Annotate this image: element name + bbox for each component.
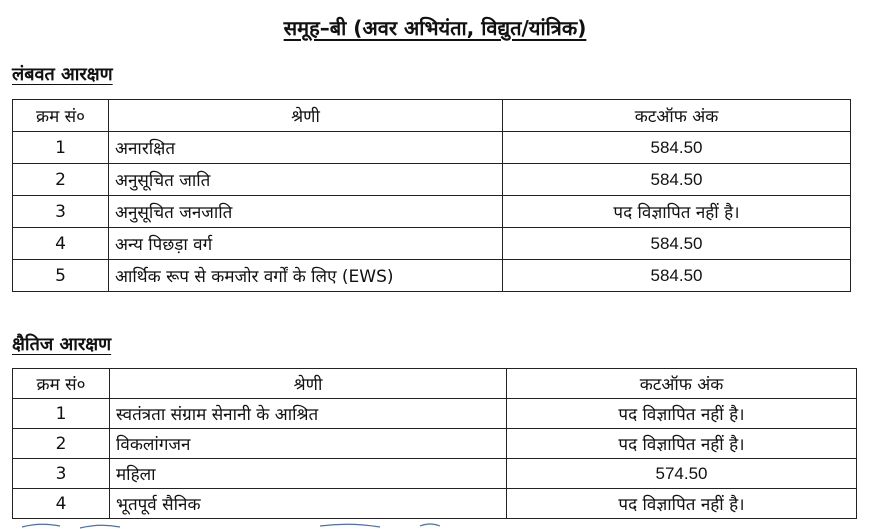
cutoff-cell: पद विज्ञापित नहीं है। bbox=[503, 196, 851, 228]
table-row bbox=[13, 228, 851, 260]
column-header-cutoff: कटऑफ अंक bbox=[507, 369, 857, 399]
category-cell: अनुसूचित जनजाति bbox=[109, 196, 503, 228]
column-header-category: श्रेणी bbox=[110, 369, 507, 399]
cutoff-cell: 584.50 bbox=[503, 228, 851, 260]
table-row bbox=[13, 260, 851, 292]
horizontal-reservation-heading: क्षैतिज आरक्षण bbox=[12, 334, 112, 355]
table-row bbox=[13, 459, 857, 489]
table-header-row bbox=[13, 369, 857, 399]
table-row bbox=[13, 164, 851, 196]
serial-cell: 2 bbox=[13, 429, 110, 459]
cutoff-cell: 574.50 bbox=[507, 459, 857, 489]
cutoff-cell: पद विज्ञापित नहीं है। bbox=[507, 429, 857, 459]
handwritten-mark-decoration bbox=[20, 520, 460, 529]
serial-cell: 3 bbox=[13, 459, 110, 489]
horizontal-reservation-table bbox=[12, 368, 857, 519]
vertical-reservation-table bbox=[12, 99, 851, 292]
cutoff-cell: पद विज्ञापित नहीं है। bbox=[507, 399, 857, 429]
category-cell: महिला bbox=[110, 459, 507, 489]
table-row bbox=[13, 196, 851, 228]
serial-cell: 2 bbox=[13, 164, 109, 196]
category-cell: अनारक्षित bbox=[109, 132, 503, 164]
table-header-row bbox=[13, 100, 851, 132]
category-cell: विकलांगजन bbox=[110, 429, 507, 459]
vertical-reservation-heading: लंबवत आरक्षण bbox=[12, 64, 113, 85]
serial-cell: 4 bbox=[13, 228, 109, 260]
category-cell: भूतपूर्व सैनिक bbox=[110, 489, 507, 519]
serial-cell: 5 bbox=[13, 260, 109, 292]
page-title bbox=[0, 14, 870, 41]
table-row bbox=[13, 132, 851, 164]
category-cell: स्वतंत्रता संग्राम सेनानी के आश्रित bbox=[110, 399, 507, 429]
cutoff-cell: 584.50 bbox=[503, 164, 851, 196]
serial-cell: 1 bbox=[13, 399, 110, 429]
serial-cell: 4 bbox=[13, 489, 110, 519]
category-cell: अन्य पिछड़ा वर्ग bbox=[109, 228, 503, 260]
table-row bbox=[13, 489, 857, 519]
category-cell: अनुसूचित जाति bbox=[109, 164, 503, 196]
cutoff-cell: 584.50 bbox=[503, 260, 851, 292]
table-row bbox=[13, 399, 857, 429]
cutoff-cell: पद विज्ञापित नहीं है। bbox=[507, 489, 857, 519]
page-title-text: समूह–बी (अवर अभियंता, विद्युत/यांत्रिक) bbox=[283, 16, 587, 40]
column-header-serial: क्रम सं० bbox=[13, 100, 109, 132]
category-cell: आर्थिक रूप से कमजोर वर्गों के लिए (EWS) bbox=[109, 260, 503, 292]
column-header-cutoff: कटऑफ अंक bbox=[503, 100, 851, 132]
serial-cell: 3 bbox=[13, 196, 109, 228]
serial-cell: 1 bbox=[13, 132, 109, 164]
cutoff-cell: 584.50 bbox=[503, 132, 851, 164]
column-header-serial: क्रम सं० bbox=[13, 369, 110, 399]
table-row bbox=[13, 429, 857, 459]
column-header-category: श्रेणी bbox=[109, 100, 503, 132]
